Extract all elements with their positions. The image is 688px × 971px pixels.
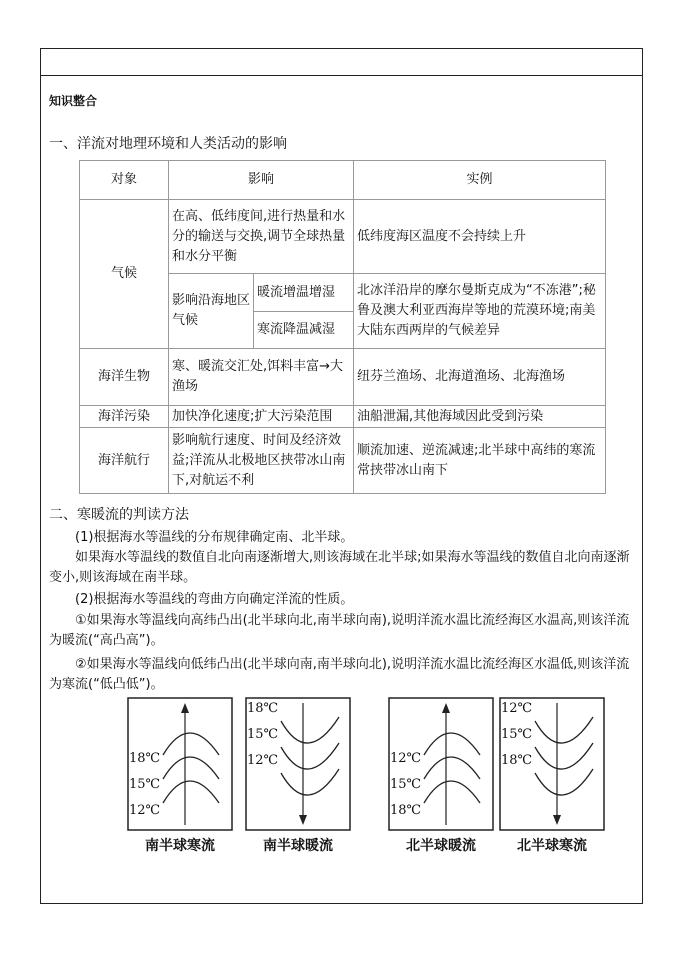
document-frame bbox=[40, 48, 643, 904]
isotherm-label: 12℃ bbox=[501, 701, 533, 716]
paragraph: (1)根据海水等温线的分布规律确定南、北半球。 bbox=[75, 530, 354, 545]
cell-warm-current: 暖流增温增湿 bbox=[254, 274, 354, 312]
cell-impact-climate-1: 在高、低纬度间,进行热量和水分的输送与交换,调节全球热量和水分平衡 bbox=[169, 200, 354, 274]
cell-example-climate-1: 低纬度海区温度不会持续上升 bbox=[354, 200, 606, 274]
isotherm-label: 18℃ bbox=[129, 751, 161, 766]
paragraph: ②如果海水等温线向低纬凸出(北半球向南,南半球向北),说明洋流水温比流经海区水温低,则该洋流为寒流(“低凸低”)。 bbox=[49, 657, 630, 692]
diagram-caption: 北半球寒流 bbox=[517, 838, 587, 854]
table-row bbox=[80, 406, 606, 428]
paragraph: (2)根据海水等温线的弯曲方向确定洋流的性质。 bbox=[75, 592, 354, 607]
isotherm-label: 15℃ bbox=[247, 727, 279, 742]
cell-impact-pollution: 加快净化速度;扩大污染范围 bbox=[169, 406, 354, 428]
isotherm-label: 15℃ bbox=[129, 777, 161, 792]
cell-impact-marine-life: 寒、暖流交汇处,饵料丰富→大渔场 bbox=[169, 349, 354, 406]
diagram-sh-warm bbox=[245, 697, 351, 854]
paragraph: ①如果海水等温线向高纬凸出(北半球向北,南半球向南),说明洋流水温比流经海区水温高,则该洋流为暖流(“高凸高”)。 bbox=[49, 613, 630, 648]
cell-object-navigation: 海洋航行 bbox=[80, 428, 169, 494]
header-divider bbox=[41, 75, 642, 76]
table-row bbox=[80, 349, 606, 406]
isotherm-label: 18℃ bbox=[247, 701, 279, 716]
table-row bbox=[80, 428, 606, 494]
diagram-caption: 南半球寒流 bbox=[145, 838, 215, 854]
isotherm-diagrams bbox=[127, 697, 607, 857]
diagram-sh-cold bbox=[127, 697, 233, 854]
diagram-caption: 北半球暖流 bbox=[406, 838, 476, 854]
isotherm-label: 12℃ bbox=[247, 753, 279, 768]
cell-object-climate: 气候 bbox=[80, 200, 169, 349]
cell-object-marine-life: 海洋生物 bbox=[80, 349, 169, 406]
isotherm-label: 12℃ bbox=[390, 751, 422, 766]
cell-cold-current: 寒流降温减湿 bbox=[254, 312, 354, 349]
diagram-nh-warm bbox=[388, 697, 494, 854]
heading-ocean-current-impact: 一、洋流对地理环境和人类活动的影响 bbox=[49, 136, 287, 152]
isotherm-label: 18℃ bbox=[501, 753, 533, 768]
cell-object-pollution: 海洋污染 bbox=[80, 406, 169, 428]
header-example: 实例 bbox=[354, 161, 606, 200]
impact-table bbox=[79, 160, 606, 494]
isotherm-label: 12℃ bbox=[129, 803, 161, 818]
cell-example-marine-life: 纽芬兰渔场、北海道渔场、北海渔场 bbox=[354, 349, 606, 406]
table-header-row bbox=[80, 161, 606, 200]
cell-example-navigation: 顺流加速、逆流减速;北半球中高纬的寒流常挟带冰山南下 bbox=[354, 428, 606, 494]
diagram-caption: 南半球暖流 bbox=[263, 838, 333, 854]
heading-judging-method: 二、寒暖流的判读方法 bbox=[49, 507, 189, 523]
cell-impact-navigation: 影响航行速度、时间及经济效益;洋流从北极地区挟带冰山南下,对航运不利 bbox=[169, 428, 354, 494]
section-label: 知识整合 bbox=[49, 94, 98, 108]
header-object: 对象 bbox=[80, 161, 169, 200]
cell-example-pollution: 油船泄漏,其他海域因此受到污染 bbox=[354, 406, 606, 428]
cell-climate-sub-label: 影响沿海地区气候 bbox=[169, 274, 254, 349]
diagram-nh-cold bbox=[499, 697, 605, 854]
header-impact: 影响 bbox=[169, 161, 354, 200]
isotherm-label: 15℃ bbox=[501, 727, 533, 742]
cell-example-climate-2: 北冰洋沿岸的摩尔曼斯克成为“不冻港”;秘鲁及澳大利亚西海岸等地的荒漠环境;南美大陆东西两岸的气候差异 bbox=[354, 274, 606, 349]
isotherm-label: 18℃ bbox=[390, 803, 422, 818]
paragraph: 如果海水等温线的数值自北向南逐渐增大,则该海域在北半球;如果海水等温线的数值自北向南逐渐变小,则该海域在南半球。 bbox=[49, 550, 630, 585]
isotherm-label: 15℃ bbox=[390, 777, 422, 792]
table-row bbox=[80, 200, 606, 274]
